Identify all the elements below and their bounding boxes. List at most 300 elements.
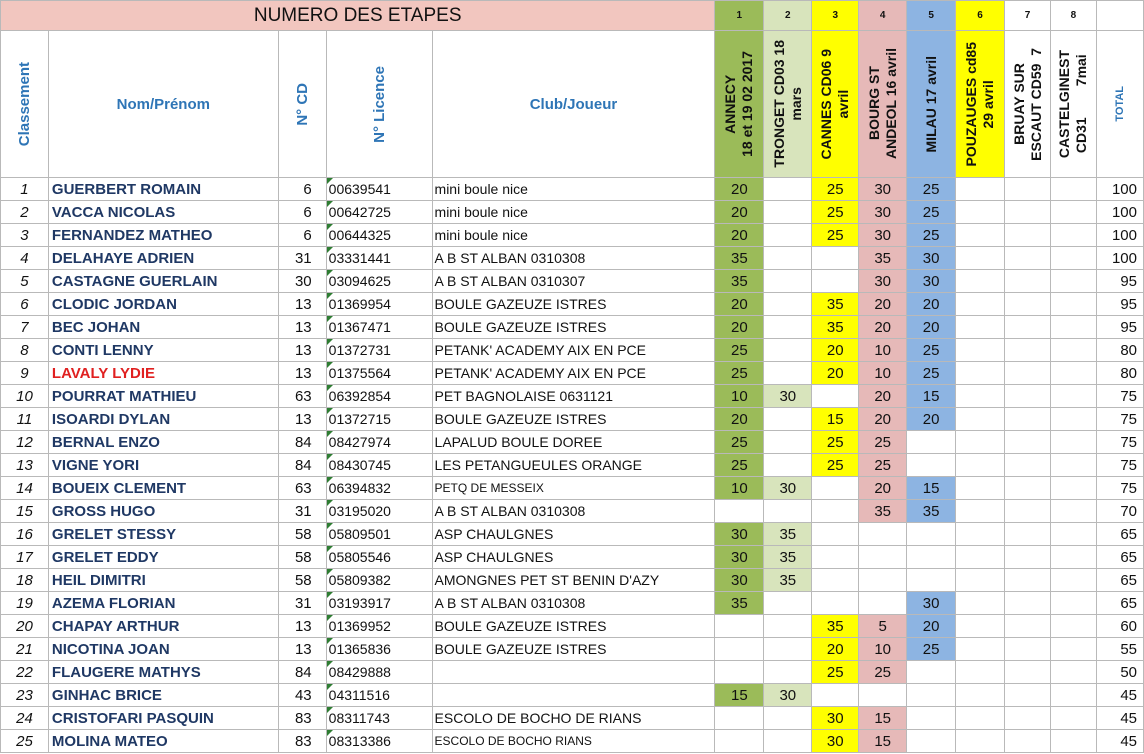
header-stage-8[interactable] [1050, 31, 1096, 178]
stage-1-score-cell[interactable]: 25 [715, 431, 764, 454]
stage-3-score-cell[interactable]: 25 [812, 431, 859, 454]
club-cell[interactable]: PETANK' ACADEMY AIX EN PCE [432, 362, 715, 385]
stage-3-score-cell[interactable] [812, 477, 859, 500]
licence-cell[interactable]: 04311516 [326, 684, 432, 707]
licence-cell[interactable]: 08311743 [326, 707, 432, 730]
stage-7-score-cell[interactable] [1005, 477, 1051, 500]
stage-8-score-cell[interactable] [1050, 638, 1096, 661]
cd-cell[interactable]: 30 [278, 270, 326, 293]
stage-1-score-cell[interactable]: 20 [715, 408, 764, 431]
stage-4-score-cell[interactable]: 20 [859, 408, 907, 431]
cd-cell[interactable]: 6 [278, 224, 326, 247]
stage-6-score-cell[interactable] [956, 247, 1005, 270]
stage-8-score-cell[interactable] [1050, 569, 1096, 592]
player-name-cell[interactable]: VIGNE YORI [48, 454, 278, 477]
stage-5-score-cell[interactable]: 20 [907, 316, 956, 339]
player-name-cell[interactable]: FLAUGERE MATHYS [48, 661, 278, 684]
stage-6-score-cell[interactable] [956, 546, 1005, 569]
club-cell[interactable]: BOULE GAZEUZE ISTRES [432, 293, 715, 316]
stage-6-score-cell[interactable] [956, 638, 1005, 661]
total-cell[interactable]: 95 [1096, 316, 1143, 339]
player-name-cell[interactable]: CONTI LENNY [48, 339, 278, 362]
stage-8-score-cell[interactable] [1050, 592, 1096, 615]
stage-4-score-cell[interactable]: 15 [859, 730, 907, 753]
stage-7-score-cell[interactable] [1005, 707, 1051, 730]
stage-1-score-cell[interactable]: 25 [715, 339, 764, 362]
licence-cell[interactable]: 05805546 [326, 546, 432, 569]
stage-6-score-cell[interactable] [956, 569, 1005, 592]
rank-cell[interactable]: 8 [1, 339, 49, 362]
stage-1-score-cell[interactable]: 30 [715, 546, 764, 569]
licence-cell[interactable]: 01369952 [326, 615, 432, 638]
stage-3-score-cell[interactable] [812, 569, 859, 592]
stage-3-score-cell[interactable]: 25 [812, 661, 859, 684]
player-name-cell[interactable]: BERNAL ENZO [48, 431, 278, 454]
header-licence[interactable] [326, 31, 432, 178]
stage-1-score-cell[interactable]: 20 [715, 224, 764, 247]
stage-3-score-cell[interactable]: 25 [812, 178, 859, 201]
stage-1-score-cell[interactable]: 35 [715, 270, 764, 293]
stage-5-score-cell[interactable]: 35 [907, 500, 956, 523]
cd-cell[interactable]: 13 [278, 638, 326, 661]
stage-2-score-cell[interactable] [764, 201, 812, 224]
stage-1-score-cell[interactable]: 25 [715, 454, 764, 477]
rank-cell[interactable]: 4 [1, 247, 49, 270]
stage-2-score-cell[interactable] [764, 707, 812, 730]
player-name-cell[interactable]: VACCA NICOLAS [48, 201, 278, 224]
stage-6-score-cell[interactable] [956, 684, 1005, 707]
stage-6-score-cell[interactable] [956, 178, 1005, 201]
stage-6-score-cell[interactable] [956, 362, 1005, 385]
stage-1-score-cell[interactable]: 15 [715, 684, 764, 707]
header-classement[interactable] [1, 31, 49, 178]
stage-6-score-cell[interactable] [956, 316, 1005, 339]
stage-1-score-cell[interactable] [715, 661, 764, 684]
stage-8-score-cell[interactable] [1050, 178, 1096, 201]
total-cell[interactable]: 70 [1096, 500, 1143, 523]
stage-2-score-cell[interactable] [764, 615, 812, 638]
stage-7-score-cell[interactable] [1005, 293, 1051, 316]
stage-2-score-cell[interactable] [764, 316, 812, 339]
stage-7-score-cell[interactable] [1005, 201, 1051, 224]
header-stage-3[interactable] [812, 31, 859, 178]
stage-4-score-cell[interactable] [859, 546, 907, 569]
stage-4-score-cell[interactable]: 30 [859, 270, 907, 293]
stage-4-score-cell[interactable]: 30 [859, 178, 907, 201]
stage-2-score-cell[interactable] [764, 408, 812, 431]
stage-3-score-cell[interactable]: 30 [812, 730, 859, 753]
licence-cell[interactable]: 01369954 [326, 293, 432, 316]
stage-5-score-cell[interactable]: 30 [907, 592, 956, 615]
stage-5-score-cell[interactable] [907, 661, 956, 684]
club-cell[interactable]: BOULE GAZEUZE ISTRES [432, 408, 715, 431]
player-name-cell[interactable]: CRISTOFARI PASQUIN [48, 707, 278, 730]
stage-3-score-cell[interactable]: 25 [812, 201, 859, 224]
cd-cell[interactable]: 13 [278, 339, 326, 362]
player-name-cell[interactable]: FERNANDEZ MATHEO [48, 224, 278, 247]
stage-5-score-cell[interactable]: 20 [907, 293, 956, 316]
header-stage-7[interactable] [1005, 31, 1051, 178]
stage-6-score-cell[interactable] [956, 385, 1005, 408]
total-cell[interactable]: 100 [1096, 247, 1143, 270]
licence-cell[interactable]: 03193917 [326, 592, 432, 615]
stage-5-score-cell[interactable]: 25 [907, 339, 956, 362]
stage-4-score-cell[interactable]: 25 [859, 454, 907, 477]
licence-cell[interactable]: 08429888 [326, 661, 432, 684]
stage-1-score-cell[interactable] [715, 730, 764, 753]
rank-cell[interactable]: 11 [1, 408, 49, 431]
stage-2-score-cell[interactable] [764, 638, 812, 661]
cd-cell[interactable]: 6 [278, 178, 326, 201]
stage-1-score-cell[interactable]: 10 [715, 385, 764, 408]
club-cell[interactable]: mini boule nice [432, 178, 715, 201]
stage-6-score-cell[interactable] [956, 523, 1005, 546]
stage-7-score-cell[interactable] [1005, 638, 1051, 661]
stage-2-score-cell[interactable] [764, 339, 812, 362]
cd-cell[interactable]: 13 [278, 615, 326, 638]
cd-cell[interactable]: 58 [278, 569, 326, 592]
stage-6-score-cell[interactable] [956, 615, 1005, 638]
stage-2-score-cell[interactable] [764, 592, 812, 615]
licence-cell[interactable]: 05809501 [326, 523, 432, 546]
player-name-cell[interactable]: BEC JOHAN [48, 316, 278, 339]
stage-8-score-cell[interactable] [1050, 684, 1096, 707]
cd-cell[interactable]: 31 [278, 500, 326, 523]
stage-7-score-cell[interactable] [1005, 178, 1051, 201]
licence-cell[interactable]: 01367471 [326, 316, 432, 339]
player-name-cell[interactable]: GRELET STESSY [48, 523, 278, 546]
cd-cell[interactable]: 13 [278, 408, 326, 431]
stage-2-score-cell[interactable]: 30 [764, 477, 812, 500]
total-cell[interactable]: 45 [1096, 684, 1143, 707]
stage-3-score-cell[interactable]: 15 [812, 408, 859, 431]
club-cell[interactable]: ASP CHAULGNES [432, 523, 715, 546]
stage-5-score-cell[interactable]: 20 [907, 615, 956, 638]
stage-6-score-cell[interactable] [956, 408, 1005, 431]
player-name-cell[interactable]: NICOTINA JOAN [48, 638, 278, 661]
total-cell[interactable]: 65 [1096, 523, 1143, 546]
stage-6-score-cell[interactable] [956, 431, 1005, 454]
cd-cell[interactable]: 63 [278, 477, 326, 500]
stage-5-score-cell[interactable]: 25 [907, 201, 956, 224]
stage-1-score-cell[interactable]: 20 [715, 178, 764, 201]
club-cell[interactable] [432, 684, 715, 707]
stage-5-score-cell[interactable]: 25 [907, 178, 956, 201]
stage-4-score-cell[interactable]: 30 [859, 201, 907, 224]
rank-cell[interactable]: 2 [1, 201, 49, 224]
stage-8-score-cell[interactable] [1050, 408, 1096, 431]
stage-6-score-cell[interactable] [956, 270, 1005, 293]
rank-cell[interactable]: 1 [1, 178, 49, 201]
stage-2-score-cell[interactable]: 35 [764, 546, 812, 569]
stage-8-score-cell[interactable] [1050, 247, 1096, 270]
licence-cell[interactable]: 01372715 [326, 408, 432, 431]
stage-5-score-cell[interactable]: 20 [907, 408, 956, 431]
club-cell[interactable]: mini boule nice [432, 224, 715, 247]
total-cell[interactable]: 75 [1096, 408, 1143, 431]
rank-cell[interactable]: 21 [1, 638, 49, 661]
cd-cell[interactable]: 6 [278, 201, 326, 224]
stage-8-score-cell[interactable] [1050, 224, 1096, 247]
stage-4-score-cell[interactable] [859, 569, 907, 592]
licence-cell[interactable]: 08313386 [326, 730, 432, 753]
stage-1-score-cell[interactable]: 20 [715, 316, 764, 339]
player-name-cell[interactable]: POURRAT MATHIEU [48, 385, 278, 408]
stage-1-score-cell[interactable]: 30 [715, 569, 764, 592]
stage-4-score-cell[interactable] [859, 684, 907, 707]
player-name-cell[interactable]: GRELET EDDY [48, 546, 278, 569]
player-name-cell[interactable]: MOLINA MATEO [48, 730, 278, 753]
stage-1-score-cell[interactable] [715, 615, 764, 638]
cd-cell[interactable]: 84 [278, 431, 326, 454]
player-name-cell[interactable]: CASTAGNE GUERLAIN [48, 270, 278, 293]
stage-7-score-cell[interactable] [1005, 684, 1051, 707]
stage-5-score-cell[interactable] [907, 684, 956, 707]
player-name-cell[interactable]: CLODIC JORDAN [48, 293, 278, 316]
header-stage-5[interactable] [907, 31, 956, 178]
stage-2-score-cell[interactable]: 30 [764, 385, 812, 408]
stage-4-score-cell[interactable]: 35 [859, 500, 907, 523]
stage-8-score-cell[interactable] [1050, 615, 1096, 638]
licence-cell[interactable]: 00639541 [326, 178, 432, 201]
stage-7-score-cell[interactable] [1005, 454, 1051, 477]
stage-4-score-cell[interactable]: 5 [859, 615, 907, 638]
stage-8-score-cell[interactable] [1050, 201, 1096, 224]
header-club[interactable]: Club/Joueur [432, 31, 715, 178]
club-cell[interactable]: A B ST ALBAN 0310308 [432, 500, 715, 523]
rank-cell[interactable]: 12 [1, 431, 49, 454]
stage-7-score-cell[interactable] [1005, 500, 1051, 523]
stage-5-score-cell[interactable]: 30 [907, 270, 956, 293]
total-cell[interactable]: 55 [1096, 638, 1143, 661]
cd-cell[interactable]: 13 [278, 362, 326, 385]
stage-7-score-cell[interactable] [1005, 615, 1051, 638]
stage-4-score-cell[interactable] [859, 523, 907, 546]
licence-cell[interactable]: 01372731 [326, 339, 432, 362]
cd-cell[interactable]: 13 [278, 316, 326, 339]
total-cell[interactable]: 95 [1096, 270, 1143, 293]
stage-5-score-cell[interactable]: 25 [907, 362, 956, 385]
rank-cell[interactable]: 5 [1, 270, 49, 293]
stage-5-score-cell[interactable] [907, 569, 956, 592]
stage-4-score-cell[interactable]: 20 [859, 293, 907, 316]
total-cell[interactable]: 45 [1096, 730, 1143, 753]
total-cell[interactable]: 75 [1096, 385, 1143, 408]
stage-6-score-cell[interactable] [956, 339, 1005, 362]
licence-cell[interactable]: 08430745 [326, 454, 432, 477]
rank-cell[interactable]: 15 [1, 500, 49, 523]
stage-7-score-cell[interactable] [1005, 339, 1051, 362]
stage-2-score-cell[interactable] [764, 247, 812, 270]
stage-1-score-cell[interactable]: 25 [715, 362, 764, 385]
total-cell[interactable]: 75 [1096, 454, 1143, 477]
stage-8-score-cell[interactable] [1050, 270, 1096, 293]
stage-7-score-cell[interactable] [1005, 730, 1051, 753]
stage-4-score-cell[interactable] [859, 592, 907, 615]
header-stage-4[interactable] [859, 31, 907, 178]
licence-cell[interactable]: 01375564 [326, 362, 432, 385]
stage-6-score-cell[interactable] [956, 477, 1005, 500]
cd-cell[interactable]: 84 [278, 661, 326, 684]
cd-cell[interactable]: 58 [278, 523, 326, 546]
club-cell[interactable]: A B ST ALBAN 0310308 [432, 247, 715, 270]
stage-5-score-cell[interactable]: 25 [907, 224, 956, 247]
stage-4-score-cell[interactable]: 20 [859, 477, 907, 500]
club-cell[interactable]: A B ST ALBAN 0310307 [432, 270, 715, 293]
stage-7-score-cell[interactable] [1005, 362, 1051, 385]
stage-7-score-cell[interactable] [1005, 661, 1051, 684]
stage-2-score-cell[interactable] [764, 270, 812, 293]
stage-7-score-cell[interactable] [1005, 431, 1051, 454]
stage-1-score-cell[interactable] [715, 707, 764, 730]
stage-4-score-cell[interactable]: 10 [859, 638, 907, 661]
total-cell[interactable]: 45 [1096, 707, 1143, 730]
stage-8-score-cell[interactable] [1050, 730, 1096, 753]
stage-4-score-cell[interactable]: 30 [859, 224, 907, 247]
club-cell[interactable]: PET BAGNOLAISE 0631121 [432, 385, 715, 408]
stage-8-score-cell[interactable] [1050, 362, 1096, 385]
stage-3-score-cell[interactable] [812, 270, 859, 293]
stage-6-score-cell[interactable] [956, 707, 1005, 730]
stage-5-score-cell[interactable]: 15 [907, 385, 956, 408]
stage-4-score-cell[interactable]: 25 [859, 431, 907, 454]
rank-cell[interactable]: 16 [1, 523, 49, 546]
stage-6-score-cell[interactable] [956, 454, 1005, 477]
club-cell[interactable]: BOULE GAZEUZE ISTRES [432, 316, 715, 339]
header-stage-6[interactable] [956, 31, 1005, 178]
stage-1-score-cell[interactable]: 35 [715, 592, 764, 615]
stage-6-score-cell[interactable] [956, 730, 1005, 753]
stage-3-score-cell[interactable]: 25 [812, 454, 859, 477]
stage-8-score-cell[interactable] [1050, 339, 1096, 362]
cd-cell[interactable]: 63 [278, 385, 326, 408]
club-cell[interactable] [432, 661, 715, 684]
rank-cell[interactable]: 24 [1, 707, 49, 730]
stage-8-score-cell[interactable] [1050, 454, 1096, 477]
rank-cell[interactable]: 23 [1, 684, 49, 707]
stage-5-score-cell[interactable] [907, 431, 956, 454]
stage-6-score-cell[interactable] [956, 661, 1005, 684]
stage-7-score-cell[interactable] [1005, 569, 1051, 592]
licence-cell[interactable]: 05809382 [326, 569, 432, 592]
player-name-cell[interactable]: DELAHAYE ADRIEN [48, 247, 278, 270]
rank-cell[interactable]: 6 [1, 293, 49, 316]
stage-3-score-cell[interactable] [812, 684, 859, 707]
player-name-cell[interactable]: AZEMA FLORIAN [48, 592, 278, 615]
stage-5-score-cell[interactable] [907, 730, 956, 753]
club-cell[interactable]: PETANK' ACADEMY AIX EN PCE [432, 339, 715, 362]
stage-2-score-cell[interactable] [764, 730, 812, 753]
stage-2-score-cell[interactable]: 30 [764, 684, 812, 707]
total-cell[interactable]: 65 [1096, 569, 1143, 592]
stage-3-score-cell[interactable] [812, 546, 859, 569]
stage-7-score-cell[interactable] [1005, 546, 1051, 569]
rank-cell[interactable]: 9 [1, 362, 49, 385]
header-cd[interactable] [278, 31, 326, 178]
club-cell[interactable]: A B ST ALBAN 0310308 [432, 592, 715, 615]
club-cell[interactable]: LAPALUD BOULE DOREE [432, 431, 715, 454]
rank-cell[interactable]: 20 [1, 615, 49, 638]
stage-7-score-cell[interactable] [1005, 247, 1051, 270]
cd-cell[interactable]: 31 [278, 247, 326, 270]
stage-1-score-cell[interactable]: 30 [715, 523, 764, 546]
stage-8-score-cell[interactable] [1050, 523, 1096, 546]
club-cell[interactable]: ASP CHAULGNES [432, 546, 715, 569]
player-name-cell[interactable]: ISOARDI DYLAN [48, 408, 278, 431]
player-name-cell[interactable]: CHAPAY ARTHUR [48, 615, 278, 638]
stage-5-score-cell[interactable]: 15 [907, 477, 956, 500]
rank-cell[interactable]: 14 [1, 477, 49, 500]
header-stage-1[interactable] [715, 31, 764, 178]
stage-8-score-cell[interactable] [1050, 316, 1096, 339]
stage-2-score-cell[interactable] [764, 362, 812, 385]
stage-8-score-cell[interactable] [1050, 707, 1096, 730]
stage-2-score-cell[interactable] [764, 224, 812, 247]
stage-4-score-cell[interactable]: 20 [859, 385, 907, 408]
stage-3-score-cell[interactable] [812, 500, 859, 523]
stage-2-score-cell[interactable] [764, 454, 812, 477]
player-name-cell[interactable]: GUERBERT ROMAIN [48, 178, 278, 201]
stage-8-score-cell[interactable] [1050, 477, 1096, 500]
licence-cell[interactable]: 01365836 [326, 638, 432, 661]
total-cell[interactable]: 80 [1096, 362, 1143, 385]
cd-cell[interactable]: 83 [278, 707, 326, 730]
cd-cell[interactable]: 13 [278, 293, 326, 316]
stage-7-score-cell[interactable] [1005, 523, 1051, 546]
rank-cell[interactable]: 17 [1, 546, 49, 569]
licence-cell[interactable]: 00642725 [326, 201, 432, 224]
licence-cell[interactable]: 06392854 [326, 385, 432, 408]
stage-2-score-cell[interactable] [764, 431, 812, 454]
stage-8-score-cell[interactable] [1050, 546, 1096, 569]
stage-3-score-cell[interactable]: 20 [812, 638, 859, 661]
stage-2-score-cell[interactable] [764, 661, 812, 684]
licence-cell[interactable]: 03331441 [326, 247, 432, 270]
rank-cell[interactable]: 7 [1, 316, 49, 339]
stage-2-score-cell[interactable] [764, 178, 812, 201]
stage-3-score-cell[interactable]: 30 [812, 707, 859, 730]
stage-7-score-cell[interactable] [1005, 224, 1051, 247]
header-nom[interactable]: Nom/Prénom [48, 31, 278, 178]
stage-3-score-cell[interactable]: 20 [812, 339, 859, 362]
stage-8-score-cell[interactable] [1050, 500, 1096, 523]
cd-cell[interactable]: 84 [278, 454, 326, 477]
licence-cell[interactable]: 06394832 [326, 477, 432, 500]
stage-1-score-cell[interactable]: 20 [715, 201, 764, 224]
total-cell[interactable]: 100 [1096, 224, 1143, 247]
stage-5-score-cell[interactable] [907, 546, 956, 569]
stage-5-score-cell[interactable] [907, 454, 956, 477]
rank-cell[interactable]: 19 [1, 592, 49, 615]
club-cell[interactable]: ESCOLO DE BOCHO DE RIANS [432, 707, 715, 730]
stage-6-score-cell[interactable] [956, 592, 1005, 615]
player-name-cell[interactable]: GINHAC BRICE [48, 684, 278, 707]
stage-7-score-cell[interactable] [1005, 316, 1051, 339]
club-cell[interactable]: AMONGNES PET ST BENIN D'AZY [432, 569, 715, 592]
stage-3-score-cell[interactable]: 35 [812, 316, 859, 339]
total-cell[interactable]: 60 [1096, 615, 1143, 638]
stage-4-score-cell[interactable]: 25 [859, 661, 907, 684]
licence-cell[interactable]: 03195020 [326, 500, 432, 523]
stage-3-score-cell[interactable] [812, 523, 859, 546]
player-name-cell[interactable]: BOUEIX CLEMENT [48, 477, 278, 500]
club-cell[interactable]: mini boule nice [432, 201, 715, 224]
stage-8-score-cell[interactable] [1050, 385, 1096, 408]
total-cell[interactable]: 100 [1096, 201, 1143, 224]
stage-6-score-cell[interactable] [956, 293, 1005, 316]
cd-cell[interactable]: 58 [278, 546, 326, 569]
stage-6-score-cell[interactable] [956, 201, 1005, 224]
